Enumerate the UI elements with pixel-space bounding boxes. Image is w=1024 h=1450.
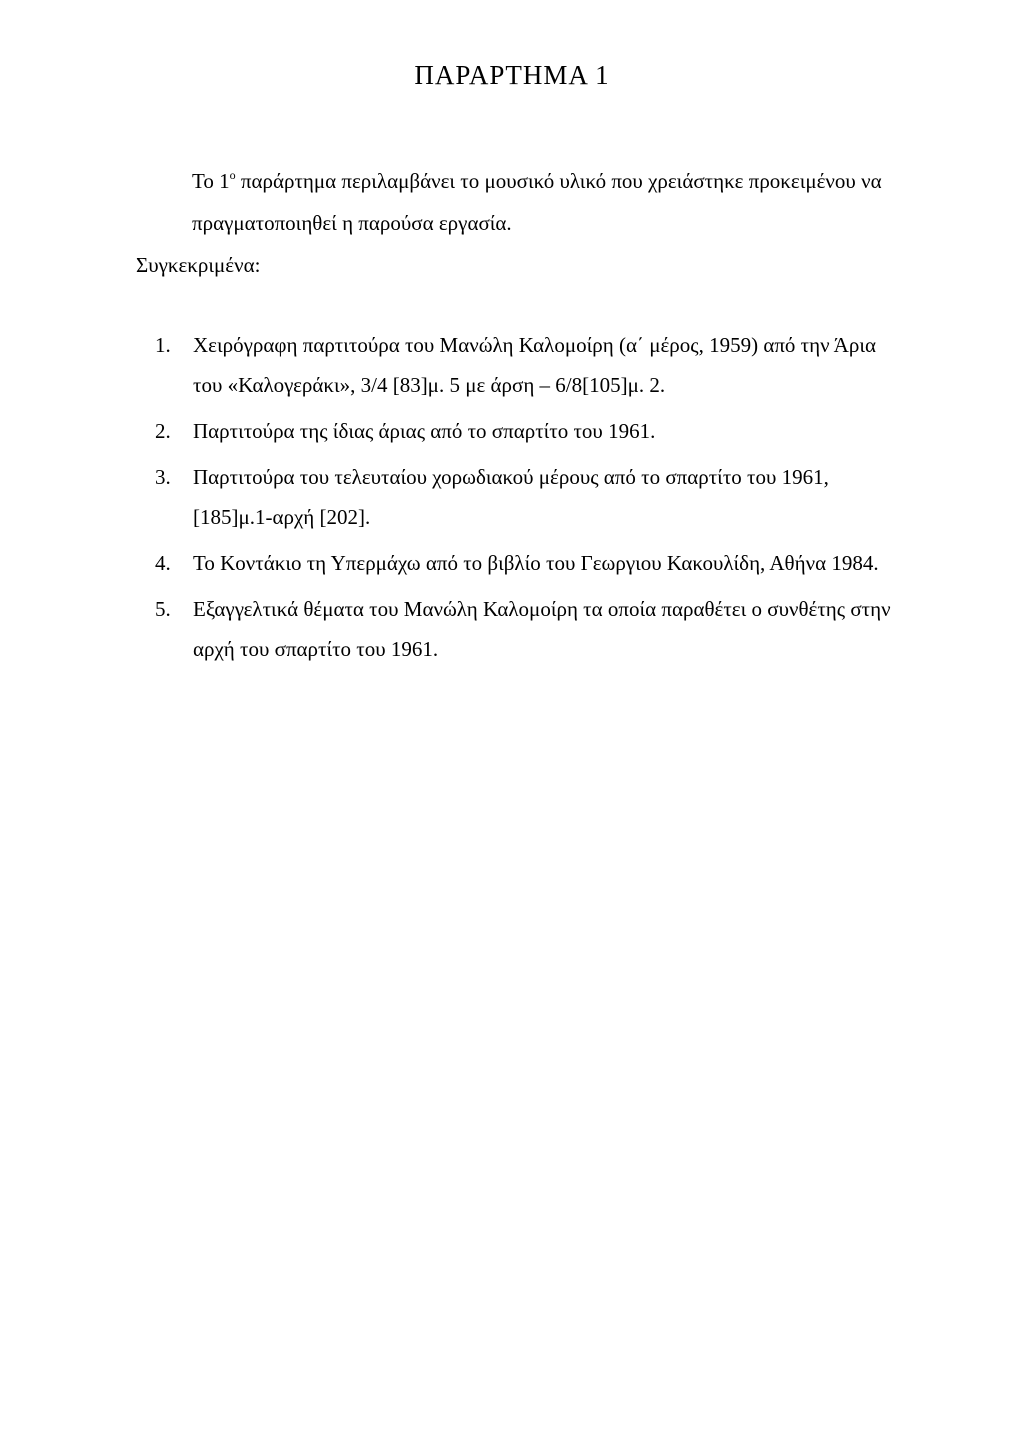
list-item-number: 4. [155,551,171,575]
materials-list [155,325,905,675]
list-item [155,589,905,669]
list-item [155,543,905,583]
list-item-text: Χειρόγραφη παρτιτούρα του Μανώλη Καλομοίρη (α΄ μέρος, 1959) από την Άρια του «Καλογεράκι», 3/4 [83]μ. 5 με άρση – 6/8[105]μ. 2. [193,333,876,397]
intro-paragraph [136,160,896,286]
page-title: ΠΑΡΑΡΤΗΜΑ 1 [414,60,610,90]
list-item-text: Παρτιτούρα του τελευταίου χορωδιακού μέρους από το σπαρτίτο του 1961, [185]μ.1-αρχή [202]. [193,465,829,529]
list-item [155,411,905,451]
intro-superscript: ο [229,168,236,182]
list-item-number: 1. [155,333,171,357]
intro-text [136,160,896,244]
list-item [155,457,905,537]
list-item-text: Παρτιτούρα της ίδιας άριας από το σπαρτίτο του 1961. [193,419,656,443]
list-item-number: 2. [155,419,171,443]
list-item-text: Εξαγγελτικά θέματα του Μανώλη Καλομοίρη τα οποία παραθέτει ο συνθέτης στην αρχή του σπαρτίτο του 1961. [193,597,891,661]
list-item-number: 5. [155,597,171,621]
intro-text-part2: παράρτημα περιλαμβάνει το μουσικό υλικό που χρειάστηκε προκειμένου να πραγματοποιηθεί η παρούσα εργασία. [192,169,882,235]
intro-text-part1: Το 1 [192,169,230,193]
list-item-text: Το Κοντάκιο τη Υπερμάχω από το βιβλίο του Γεωργιου Κακουλίδη, Αθήνα 1984. [193,551,879,575]
intro-lead: Συγκεκριμένα: [136,253,261,277]
list-item [155,325,905,405]
list-item-number: 3. [155,465,171,489]
